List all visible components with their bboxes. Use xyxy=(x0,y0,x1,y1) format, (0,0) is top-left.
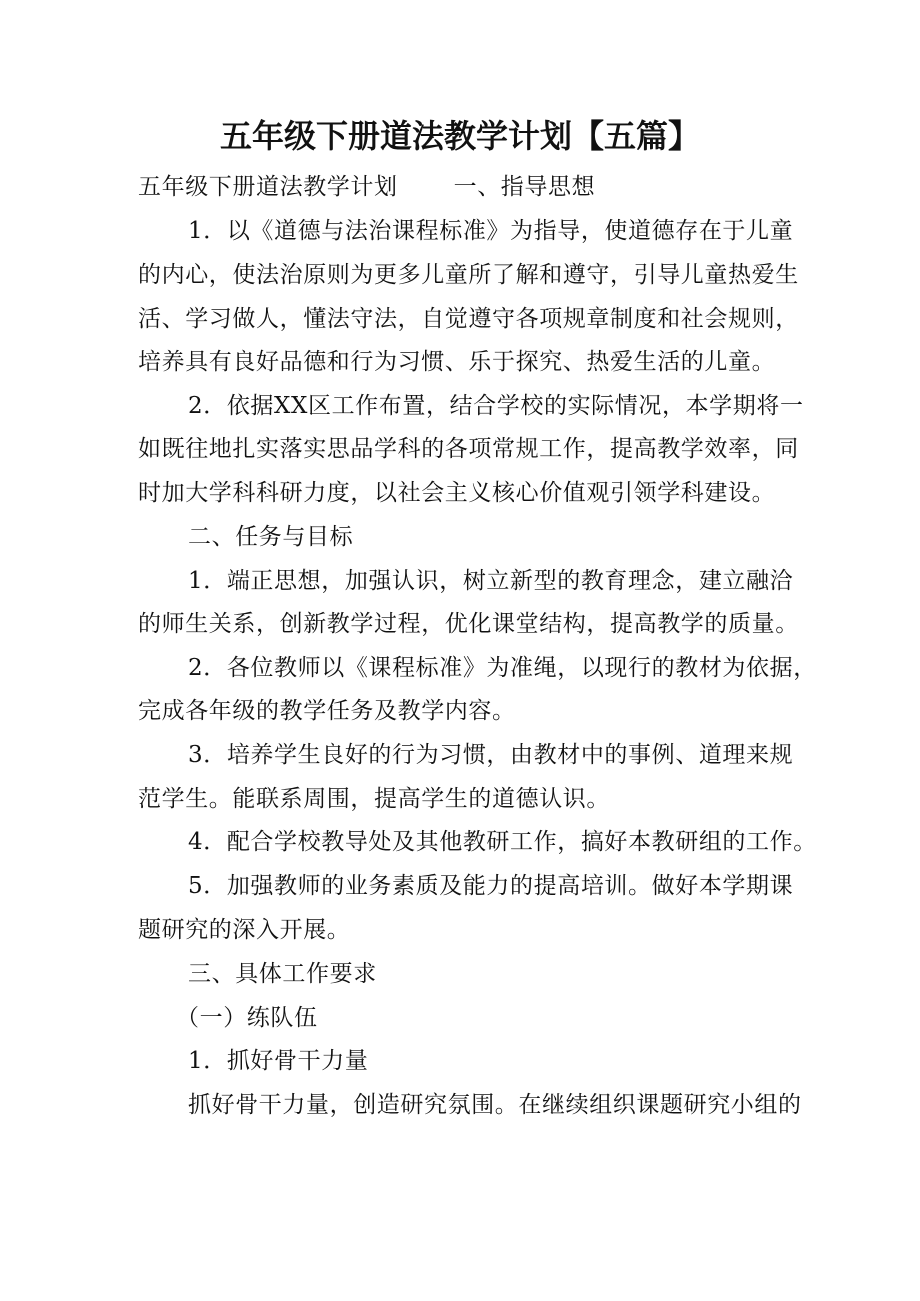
paragraph-line: 1．以《道德与法治课程标准》为指导，使道德存在于儿童 xyxy=(188,218,794,244)
subtitle-line xyxy=(138,172,798,202)
section-heading-3: 三、具体工作要求 xyxy=(188,961,377,987)
paragraph-line: 抓好骨干力量，创造研究氛围。在继续组织课题研究小组的 xyxy=(188,1092,802,1118)
paragraph-line: 5．加强教师的业务素质及能力的提高培训。做好本学期课 xyxy=(188,873,794,899)
document-title: 五年级下册道法教学计划【五篇】 xyxy=(219,117,700,155)
paragraph-line: 如既往地扎实落实思品学科的各项常规工作，提高教学效率，同 xyxy=(138,436,799,462)
paragraph-line: 1．端正思想，加强认识，树立新型的教育理念，建立融洽 xyxy=(188,568,794,594)
paragraph-line: 时加大学科科研力度，以社会主义核心价值观引领学科建设。 xyxy=(138,480,776,506)
paragraph-line: 2．依据XX区工作布置，结合学校的实际情况，本学期将一 xyxy=(188,393,804,419)
paragraph-line: 培养具有良好品德和行为习惯、乐于探究、热爱生活的儿童。 xyxy=(138,349,776,375)
item-heading: 1．抓好骨干力量 xyxy=(188,1048,369,1074)
paragraph-line: 完成各年级的教学任务及教学内容。 xyxy=(138,698,516,724)
paragraph-line: 范学生。能联系周围，提高学生的道德认识。 xyxy=(138,786,610,812)
paragraph-line: 3．培养学生良好的行为习惯，由教材中的事例、道理来规 xyxy=(188,742,794,768)
section-heading-2: 二、任务与目标 xyxy=(188,524,354,550)
subtitle-left: 五年级下册道法教学计划 xyxy=(138,174,398,200)
paragraph-line: 2．各位教师以《课程标准》为准绳，以现行的教材为依据， xyxy=(188,655,817,681)
section-heading-1: 一、指导思想 xyxy=(453,174,596,200)
paragraph-line: 题研究的深入开展。 xyxy=(138,917,351,943)
paragraph-line: 的师生关系，创新教学过程，优化课堂结构，提高教学的质量。 xyxy=(138,611,799,637)
paragraph-line: 活、学习做人，懂法守法，自觉遵守各项规章制度和社会规则， xyxy=(138,306,799,332)
paragraph-line: 的内心，使法治原则为更多儿童所了解和遵守，引导儿童热爱生 xyxy=(138,262,799,288)
paragraph-line: 4．配合学校教导处及其他教研工作，搞好本教研组的工作。 xyxy=(188,829,817,855)
subsection-heading: （一）练队伍 xyxy=(176,1005,318,1031)
